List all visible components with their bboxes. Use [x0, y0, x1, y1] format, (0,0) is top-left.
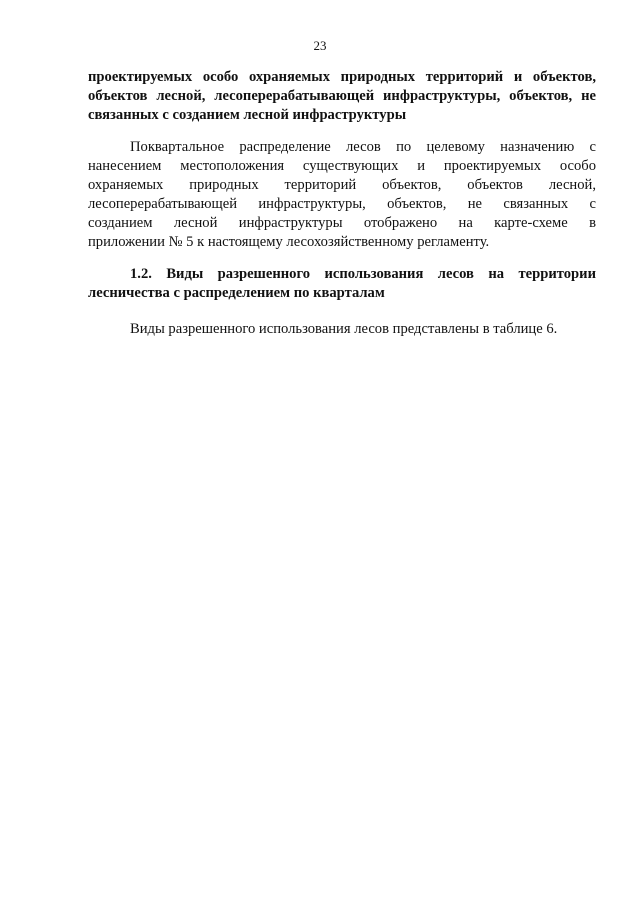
heading-continuation — [88, 68, 596, 125]
paragraph-distribution — [88, 138, 596, 252]
paragraph-permitted-use-line-1: Виды разрешенного использования лесов представлены в таблице 6. — [130, 321, 558, 337]
paragraph-distribution-line-5: созданием лесной инфраструктуры отображено на карте-схеме в — [88, 215, 596, 231]
heading-continuation-line-3: связанных с созданием лесной инфраструктуры — [88, 107, 407, 123]
paragraph-distribution-line-4: лесоперерабатывающей инфраструктуры, объектов, не связанных с — [88, 196, 596, 212]
section-heading-line-1: 1.2. Виды разрешенного использования лесов на территории — [130, 266, 596, 282]
paragraph-distribution-line-6: приложении № 5 к настоящему лесохозяйственному регламенту. — [88, 234, 490, 250]
paragraph-permitted-use — [88, 320, 596, 339]
paragraph-distribution-line-3: охраняемых природных территорий объектов, объектов лесной, — [88, 177, 596, 193]
heading-continuation-line-1: проектируемых особо охраняемых природных территорий и объектов, — [88, 69, 596, 85]
section-heading — [88, 265, 596, 303]
heading-continuation-line-2: объектов лесной, лесоперерабатывающей инфраструктуры, объектов, не — [88, 88, 596, 104]
paragraph-distribution-line-2: нанесением местоположения существующих и проектируемых особо — [88, 158, 596, 174]
page-content — [88, 68, 596, 339]
section-heading-line-2: лесничества с распределением по кварталам — [88, 285, 385, 301]
paragraph-distribution-line-1: Поквартальное распределение лесов по целевому назначению с — [130, 139, 596, 155]
page-number: 23 — [313, 38, 327, 53]
